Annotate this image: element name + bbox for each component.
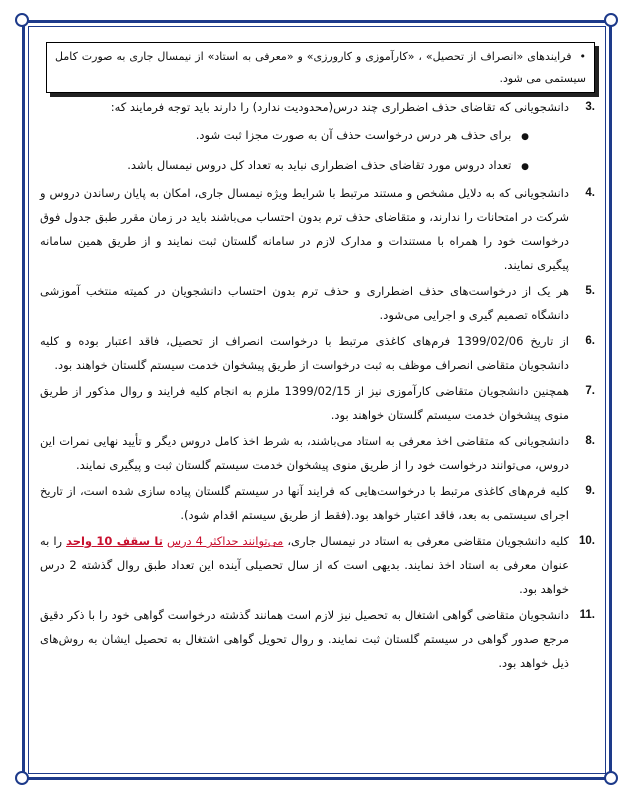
item-number: 5. <box>585 285 595 297</box>
item-number: 7. <box>585 385 595 397</box>
item-number: 4. <box>585 187 595 199</box>
item-text: دانشجویانی که متقاضی اخذ معرفی به استاد می‌باشند، به شرط اخذ کامل دروس دیگر و تأیید نهایی نمرات این دروس، می‌توانند درخواست خود را از طریق منوی پیشخوان خدمت سیستم گلستان ثبت و پیگیری نمایند. <box>40 434 569 472</box>
list-item <box>40 181 595 277</box>
item-text: هر یک از درخواست‌های حذف اضطراری و حذف ترم بدون احتساب دانشجویان در کمیته منتخب آموزشی دانشگاه تصمیم گیری و اجرایی می‌شود. <box>40 284 569 322</box>
list-item <box>40 429 595 477</box>
item-text: کلیه فرم‌های کاغذی مرتبط با درخواست‌هایی که فرایند آنها در سیستم گلستان پیاده سازی شده است، از تاریخ اجرای سیستمی به بعد، فاقد اعتبار خواهد بود.(فقط از طریق سیستم اقدام شود). <box>40 484 569 522</box>
item-text-part: را به عنوان معرفی به استاد اخذ نمایند. بدیهی است که از سال تحصیلی آینده این تعداد طبق روال گذشته 2 درس خواهد بود. <box>40 534 569 596</box>
list-item <box>40 529 595 601</box>
sub-item-text: برای حذف هر درس درخواست حذف آن به صورت مجزا ثبت شود. <box>195 128 512 142</box>
frame-corner-ornament <box>15 771 29 785</box>
highlight-text: می‌توانند حداکثر 4 درس <box>166 534 284 548</box>
item-number: 6. <box>585 335 595 347</box>
bullet-icon: • <box>579 50 586 63</box>
sub-list-item <box>40 123 529 149</box>
item-number: 10. <box>579 535 595 547</box>
list-item <box>40 603 595 675</box>
item-text: دانشجویانی که تقاضای حذف اضطراری چند درس(محدودیت ندارد) را دارند باید توجه فرمایند که: <box>110 100 569 114</box>
frame-corner-ornament <box>604 13 618 27</box>
list-item <box>40 95 595 179</box>
item-number: 11. <box>579 609 595 621</box>
list-item <box>40 379 595 427</box>
bullet-icon: ● <box>521 132 529 142</box>
frame-corner-ornament <box>604 771 618 785</box>
document-body <box>40 42 595 675</box>
bullet-icon: ● <box>521 162 529 172</box>
item-number: 3. <box>585 101 595 113</box>
item-number: 8. <box>585 435 595 447</box>
item-text: از تاریخ 1399/02/06 فرم‌های کاغذی مرتبط با درخواست انصراف از تحصیل، فاقد اعتبار بوده و کلیه دانشجویان متقاضی انصراف موظف به ثبت درخواست از طریق پیشخوان خدمت سیستم گلستان خواهند بود. <box>40 334 569 372</box>
sub-item-text: تعداد دروس مورد تقاضای حذف اضطراری نباید به تعداد کل دروس نیمسال باشد. <box>127 158 512 172</box>
item-number: 9. <box>585 485 595 497</box>
list-item <box>40 329 595 377</box>
list-item <box>40 479 595 527</box>
item-text: دانشجویانی که به دلایل مشخص و مستند مرتبط با شرایط ویژه نیمسال جاری، امکان به پایان رساندن دروس و شرکت در امتحانات را ندارند، و متقاضای حذف ترم بدون احتساب می‌باشند باید در زمان مقرر طبق جدول فوق درخواست خود را همراه با مستندات و مدارک لازم در سامانه گلستان ثبت نمایند و از طریق همین سامانه پیگیری نمایند. <box>40 186 569 272</box>
item-text-part: کلیه دانشجویان متقاضی معرفی به استاد در نیمسال جاری، <box>283 534 569 548</box>
boxed-note <box>46 42 595 93</box>
item-text: همچنین دانشجویان متقاضی کارآموزی نیز از 1399/02/15 ملزم به انجام کلیه فرایند و روال مذکور از طریق منوی پیشخوان خدمت سیستم گلستان خواهند بود. <box>40 384 569 422</box>
highlight-text-bold: تا سقف 10 واحد <box>66 534 163 548</box>
item-text: دانشجویان متقاضی گواهی اشتغال به تحصیل نیز لازم است همانند گذشته درخواست گواهی خود را با ذکر دقیق مرجع صدور گواهی در سیستم گلستان ثبت نمایند. و روال تحویل گواهی اشتغال به تحصیل ایشان به روش‌های ذیل خواهد بود. <box>40 608 569 670</box>
sub-list-item <box>40 153 529 179</box>
frame-corner-ornament <box>15 13 29 27</box>
boxed-note-text: فرایندهای «انصراف از تحصیل» ، «کارآموزی و کارورزی» و «معرفی به استاد» از نیمسال جاری به صورت کامل سیستمی می شود. <box>55 50 586 85</box>
item-text <box>40 529 569 601</box>
list-item <box>40 279 595 327</box>
